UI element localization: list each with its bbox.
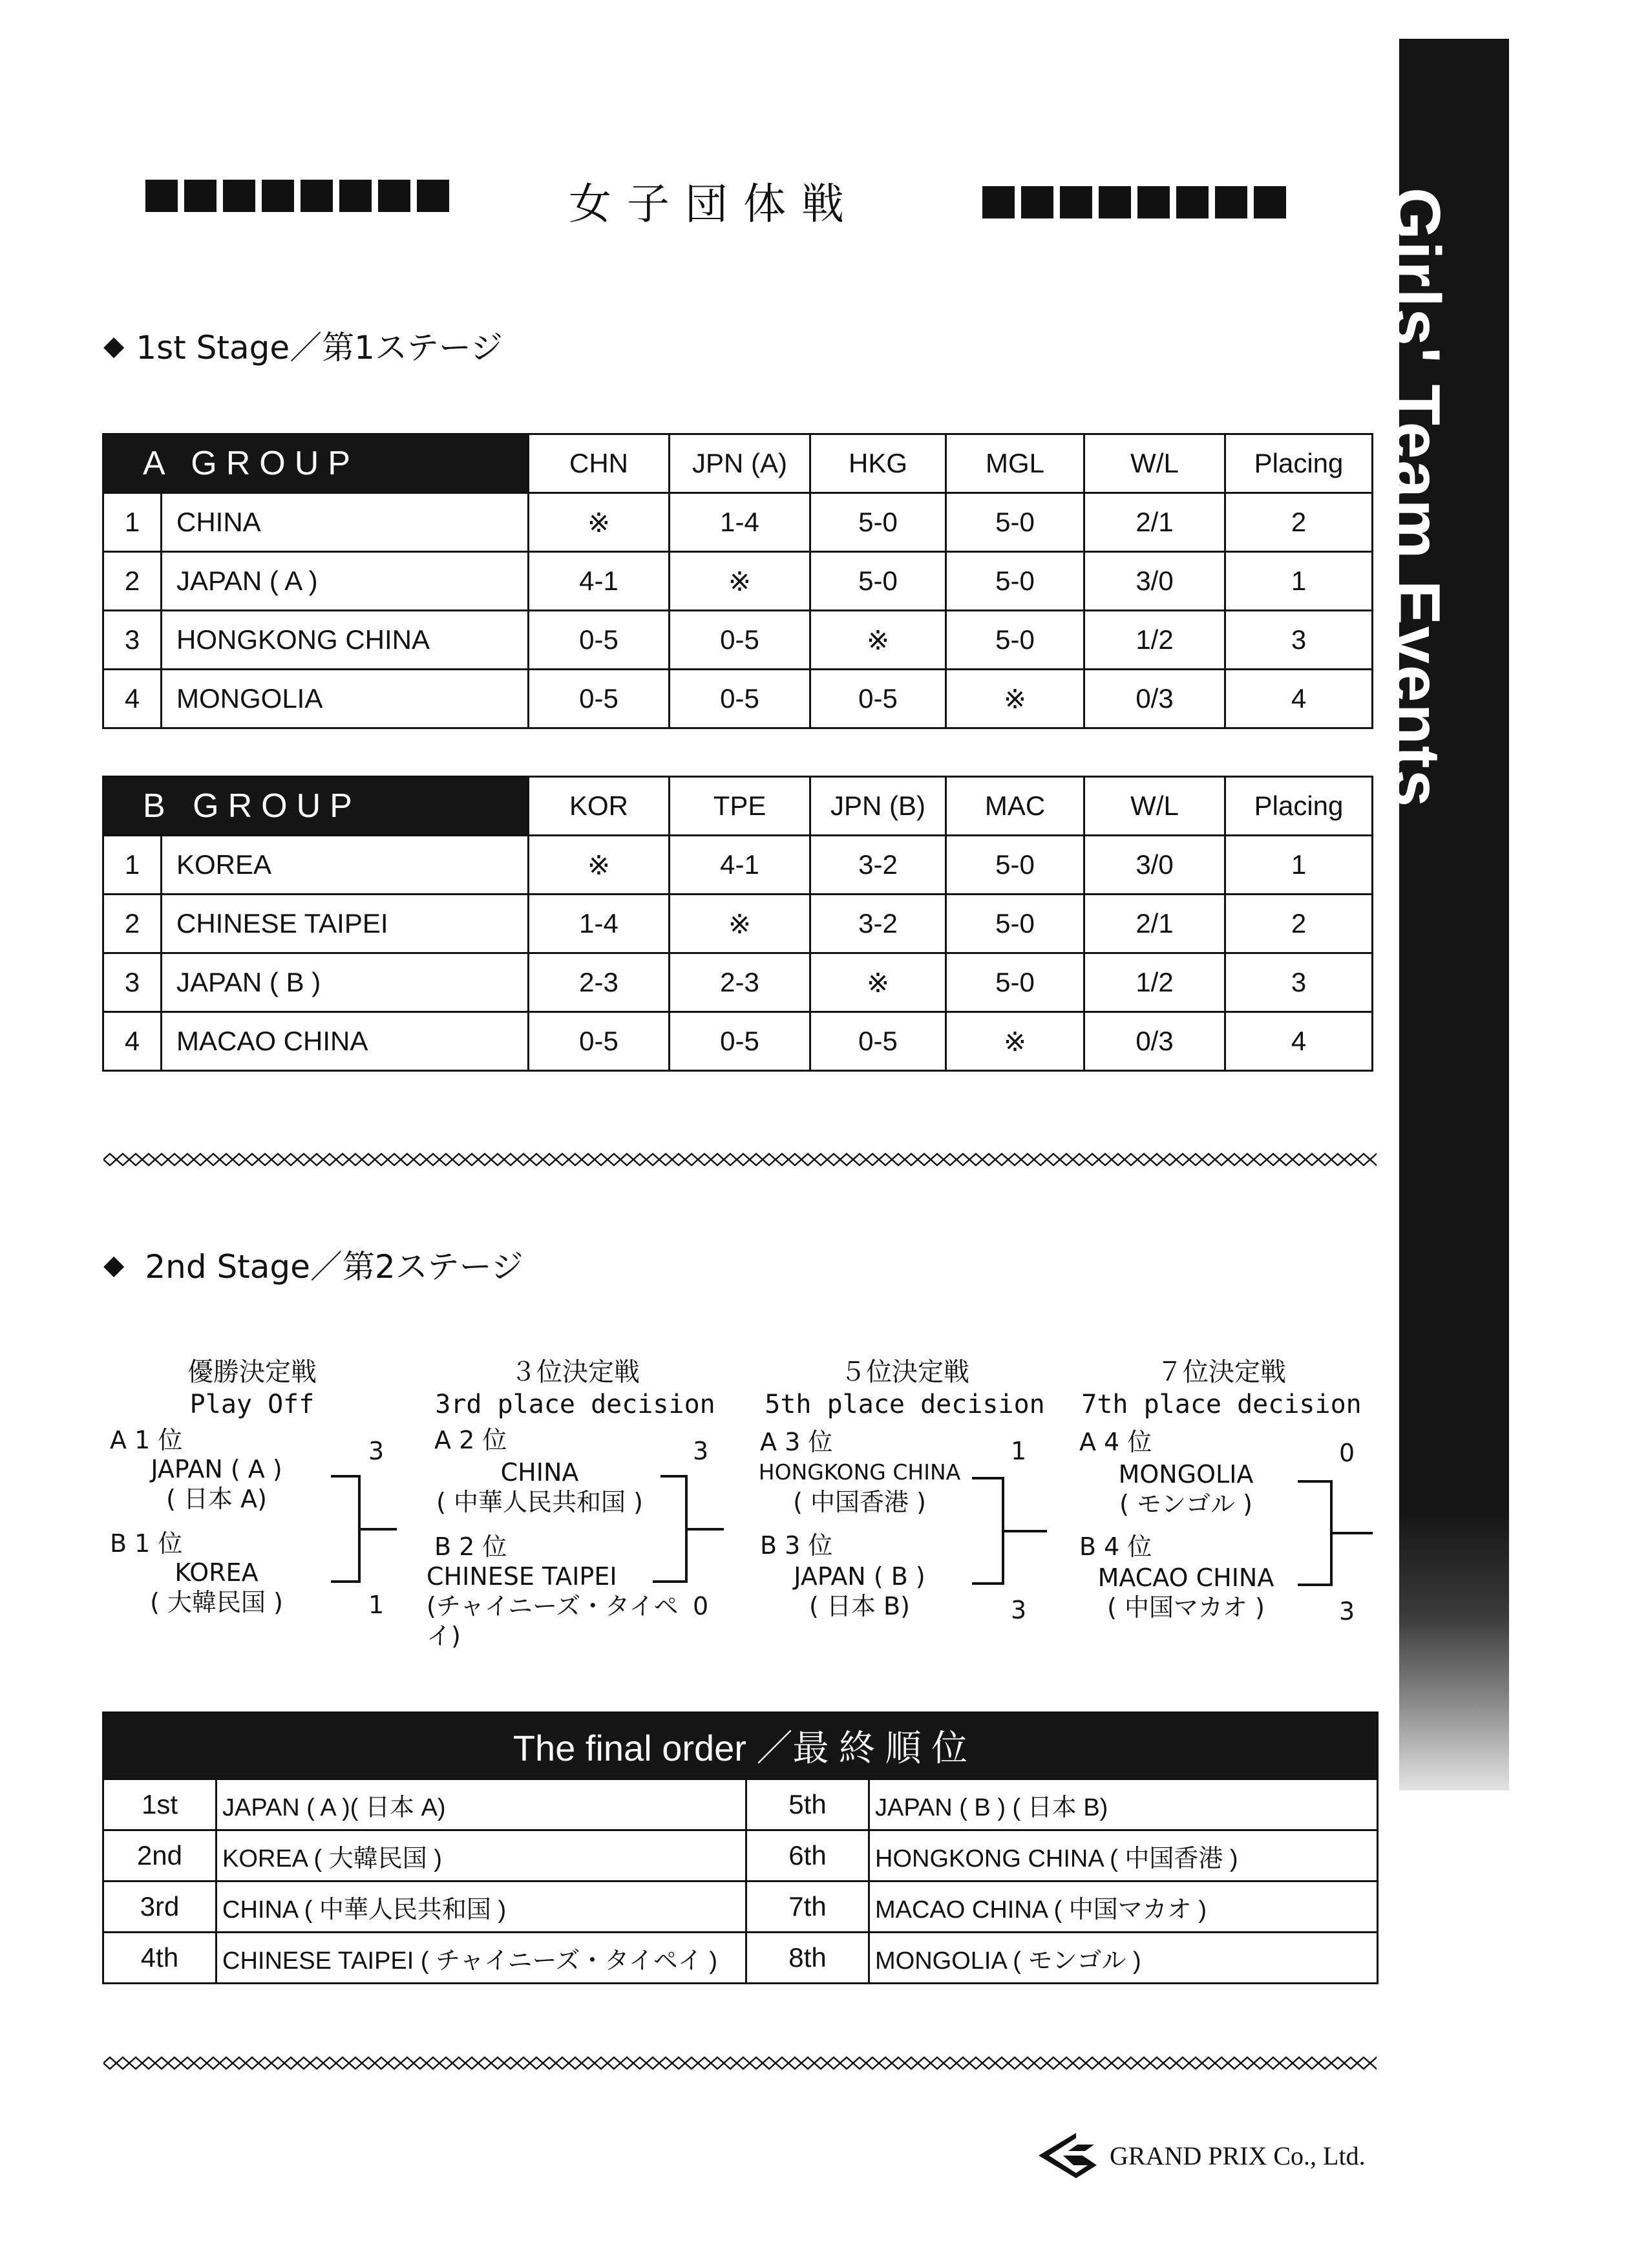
- bracket-line: [685, 1528, 724, 1531]
- bottom-team: KOREA: [174, 1558, 259, 1587]
- bottom-seed: B 1 位: [110, 1529, 183, 1558]
- result-cell: 3-2: [810, 895, 946, 953]
- top-seed: A 1 位: [110, 1426, 183, 1454]
- bracket-line: [660, 1475, 688, 1478]
- table-row: [103, 1881, 1378, 1933]
- team-name: CHINESE TAIPEI: [162, 895, 529, 953]
- decor-square: [378, 180, 410, 212]
- match-title-jp: ５位決定戦: [840, 1357, 969, 1387]
- bracket-line: [972, 1582, 1004, 1585]
- row-number: 4: [103, 670, 162, 728]
- top-score: 3: [693, 1437, 709, 1465]
- team-name: MONGOLIA: [162, 670, 529, 728]
- column-header: MAC: [946, 777, 1084, 836]
- result-cell: 0-5: [670, 1012, 810, 1071]
- placing-cell: 1: [1225, 552, 1373, 611]
- diamond-icon: ◆: [103, 329, 125, 361]
- team-cell: JAPAN ( B ) ( 日本 B): [869, 1779, 1378, 1830]
- column-header: JPN (B): [810, 777, 946, 836]
- result-cell: 1-4: [670, 493, 810, 552]
- team-cell: MONGOLIA ( モンゴル ): [869, 1933, 1378, 1984]
- table-row: [103, 1933, 1378, 1984]
- result-cell: 0-5: [810, 670, 946, 728]
- top-score: 0: [1339, 1439, 1355, 1467]
- match-title-jp: ７位決定戦: [1157, 1357, 1286, 1387]
- company-logo: [1037, 2133, 1366, 2178]
- zigzag-divider: [103, 2055, 1377, 2071]
- win-loss-cell: 2/1: [1084, 895, 1225, 953]
- column-header: HKG: [810, 434, 946, 493]
- match-title-en: 3rd place decision: [435, 1390, 715, 1419]
- match-header: [756, 1356, 1053, 1421]
- team-name: MACAO CHINA: [162, 1012, 529, 1071]
- zigzag-divider: [103, 1152, 1377, 1167]
- bottom-team-sub: ( 大韓民国 ): [150, 1588, 283, 1616]
- rank-cell: 1st: [103, 1779, 217, 1830]
- column-header: CHN: [529, 434, 670, 493]
- rank-cell: 4th: [103, 1933, 217, 1984]
- result-cell: 0-5: [670, 670, 810, 728]
- team-name: HONGKONG CHINA: [162, 611, 529, 670]
- column-header: MGL: [946, 434, 1084, 493]
- result-cell: 5-0: [810, 493, 946, 552]
- rank-cell: 7th: [746, 1881, 869, 1933]
- bottom-team-sub: ( 中国マカオ ): [1107, 1593, 1265, 1622]
- result-cell: 5-0: [946, 953, 1084, 1012]
- placing-cell: 1: [1225, 836, 1373, 895]
- result-cell: ※: [670, 895, 810, 953]
- stage2-heading-text: 2nd Stage／第2ステージ: [145, 1248, 523, 1286]
- team-cell: JAPAN ( A )( 日本 A): [217, 1779, 746, 1830]
- group-b-title: B GROUP: [103, 777, 529, 836]
- group-b-table: [102, 776, 1373, 1072]
- team-cell: KOREA ( 大韓民国 ): [217, 1830, 746, 1881]
- bottom-team-sub: ( 日本 B): [809, 1592, 910, 1620]
- decor-square: [1176, 186, 1209, 218]
- table-row: [103, 895, 1373, 953]
- side-banner-text: Girls' Team Events: [1379, 187, 1453, 809]
- rank-cell: 5th: [746, 1779, 869, 1830]
- decor-square: [1021, 186, 1053, 218]
- team-cell: CHINESE TAIPEI ( チャイニーズ・タイペイ ): [217, 1933, 746, 1984]
- result-cell: ※: [670, 552, 810, 611]
- decor-square: [145, 180, 178, 212]
- bottom-seed: B 3 位: [760, 1531, 833, 1560]
- top-team-sub: ( 中華人民共和国 ): [436, 1488, 643, 1516]
- result-cell: 3-2: [810, 836, 946, 895]
- bracket-line: [331, 1475, 361, 1478]
- decor-square: [223, 180, 255, 212]
- team-name: CHINA: [162, 493, 529, 552]
- company-name: GRAND PRIX Co., Ltd.: [1110, 2141, 1366, 2170]
- top-team-sub: ( モンゴル ): [1119, 1490, 1252, 1518]
- row-number: 3: [103, 611, 162, 670]
- decor-square: [1060, 186, 1092, 218]
- row-number: 4: [103, 1012, 162, 1071]
- group-a-table: [102, 433, 1373, 729]
- match-title-jp: 優勝決定戦: [187, 1357, 317, 1387]
- bracket-line: [358, 1528, 397, 1531]
- result-cell: ※: [810, 953, 946, 1012]
- result-cell: 5-0: [946, 493, 1084, 552]
- match-header: [129, 1356, 375, 1421]
- table-row: [103, 1012, 1373, 1071]
- placing-cell: 3: [1225, 611, 1373, 670]
- match-header: [433, 1356, 717, 1421]
- bottom-team: MACAO CHINA: [1097, 1563, 1274, 1592]
- stage1-heading: [103, 322, 503, 368]
- win-loss-cell: 3/0: [1084, 552, 1225, 611]
- team-cell: CHINA ( 中華人民共和国 ): [217, 1881, 746, 1933]
- side-banner: [1379, 39, 1509, 1790]
- column-header: KOR: [529, 777, 670, 836]
- top-team: MONGOLIA: [1118, 1460, 1254, 1489]
- decor-square: [301, 180, 333, 212]
- table-row: [103, 1830, 1378, 1881]
- group-a-title: A GROUP: [103, 434, 529, 493]
- result-cell: 5-0: [810, 552, 946, 611]
- result-cell: 0-5: [529, 611, 670, 670]
- team-name: KOREA: [162, 836, 529, 895]
- column-header: Placing: [1225, 777, 1373, 836]
- match-title-jp: ３位決定戦: [511, 1357, 640, 1387]
- placing-cell: 3: [1225, 953, 1373, 1012]
- bracket-line: [653, 1580, 688, 1583]
- result-cell: 1-4: [529, 895, 670, 953]
- team-cell: HONGKONG CHINA ( 中国香港 ): [869, 1830, 1378, 1881]
- placing-cell: 4: [1225, 1012, 1373, 1071]
- decor-square: [262, 180, 294, 212]
- result-cell: 2-3: [670, 953, 810, 1012]
- column-header: JPN (A): [670, 434, 810, 493]
- result-cell: ※: [946, 1012, 1084, 1071]
- bottom-team: CHINESE TAIPEI: [427, 1562, 617, 1591]
- stage1-heading-text: 1st Stage／第1ステージ: [136, 329, 503, 366]
- top-team: CHINA: [500, 1458, 579, 1487]
- table-row: [103, 493, 1373, 552]
- rank-cell: 3rd: [103, 1881, 217, 1933]
- result-cell: 0-5: [670, 611, 810, 670]
- final-order-table: [102, 1712, 1379, 1984]
- final-order-header: [103, 1713, 1378, 1779]
- decor-square: [339, 180, 372, 212]
- decor-square: [417, 180, 449, 212]
- row-number: 2: [103, 552, 162, 611]
- table-row: [103, 552, 1373, 611]
- placing-cell: 2: [1225, 895, 1373, 953]
- decor-square: [982, 186, 1015, 218]
- win-loss-cell: 2/1: [1084, 493, 1225, 552]
- final-order-title: The final order ／最 終 順 位: [103, 1713, 1378, 1779]
- result-cell: 5-0: [946, 895, 1084, 953]
- top-score: 1: [1011, 1437, 1027, 1465]
- decor-square: [1099, 186, 1131, 218]
- result-cell: 5-0: [946, 552, 1084, 611]
- top-seed: A 2 位: [434, 1426, 507, 1454]
- placing-cell: 2: [1225, 493, 1373, 552]
- result-cell: 4-1: [529, 552, 670, 611]
- bracket-line: [1002, 1530, 1047, 1532]
- result-cell: 0-5: [529, 670, 670, 728]
- stage2-heading: [103, 1241, 523, 1288]
- win-loss-cell: 0/3: [1084, 670, 1225, 728]
- decor-square: [1215, 186, 1247, 218]
- top-team: HONGKONG CHINA: [758, 1459, 961, 1485]
- title-decoration-left: [145, 180, 449, 212]
- rank-cell: 2nd: [103, 1830, 217, 1881]
- result-cell: 2-3: [529, 953, 670, 1012]
- bottom-score: 3: [1339, 1597, 1355, 1626]
- table-row: [103, 1779, 1378, 1830]
- result-cell: ※: [529, 493, 670, 552]
- bottom-seed: B 4 位: [1079, 1532, 1152, 1561]
- table-row: [103, 611, 1373, 670]
- team-name: JAPAN ( A ): [162, 552, 529, 611]
- win-loss-cell: 1/2: [1084, 953, 1225, 1012]
- bottom-team-sub: (チャイニーズ・タイペイ): [427, 1592, 679, 1650]
- win-loss-cell: 0/3: [1084, 1012, 1225, 1071]
- bottom-score: 1: [368, 1591, 385, 1619]
- row-number: 1: [103, 836, 162, 895]
- table-row: [103, 953, 1373, 1012]
- result-cell: 0-5: [529, 1012, 670, 1071]
- result-cell: ※: [810, 611, 946, 670]
- decor-square: [184, 180, 217, 212]
- bracket-line: [1330, 1532, 1373, 1534]
- match-title-en: 5th place decision: [765, 1390, 1045, 1419]
- result-cell: 0-5: [810, 1012, 946, 1071]
- result-cell: 4-1: [670, 836, 810, 895]
- column-header: TPE: [670, 777, 810, 836]
- bracket-line: [1298, 1480, 1333, 1483]
- rank-cell: 6th: [746, 1830, 869, 1881]
- bottom-score: 0: [693, 1592, 709, 1620]
- win-loss-cell: 3/0: [1084, 836, 1225, 895]
- group-a-header-row: [103, 434, 1373, 493]
- page-title: 女子団体戦: [569, 179, 860, 229]
- column-header: W/L: [1084, 777, 1225, 836]
- group-b-header-row: [103, 777, 1373, 836]
- bracket-line: [972, 1477, 1004, 1479]
- column-header: W/L: [1084, 434, 1225, 493]
- bracket-line: [1298, 1584, 1333, 1586]
- title-decoration-right: [982, 186, 1286, 218]
- diamond-icon: ◆: [103, 1248, 125, 1280]
- team-name: JAPAN ( B ): [162, 953, 529, 1012]
- top-team-sub: ( 日本 A): [166, 1485, 267, 1513]
- row-number: 3: [103, 953, 162, 1012]
- bottom-seed: B 2 位: [434, 1532, 507, 1561]
- bottom-team: JAPAN ( B ): [794, 1562, 925, 1591]
- bottom-score: 3: [1011, 1596, 1027, 1624]
- grand-prix-logo-icon: [1037, 2133, 1102, 2178]
- rank-cell: 8th: [746, 1933, 869, 1984]
- top-seed: A 3 位: [760, 1428, 833, 1456]
- result-cell: 5-0: [946, 836, 1084, 895]
- row-number: 2: [103, 895, 162, 953]
- match-header: [1073, 1356, 1370, 1421]
- top-score: 3: [368, 1437, 385, 1465]
- team-cell: MACAO CHINA ( 中国マカオ ): [869, 1881, 1378, 1933]
- result-cell: ※: [946, 670, 1084, 728]
- bracket-line: [331, 1580, 361, 1583]
- table-row: [103, 836, 1373, 895]
- match-title-en: 7th place decision: [1081, 1390, 1362, 1419]
- row-number: 1: [103, 493, 162, 552]
- column-header: Placing: [1225, 434, 1373, 493]
- win-loss-cell: 1/2: [1084, 611, 1225, 670]
- result-cell: ※: [529, 836, 670, 895]
- top-seed: A 4 位: [1079, 1428, 1152, 1456]
- result-cell: 5-0: [946, 611, 1084, 670]
- decor-square: [1137, 186, 1170, 218]
- match-title-en: Play Off: [189, 1390, 315, 1419]
- table-row: [103, 670, 1373, 728]
- top-team-sub: ( 中国香港 ): [793, 1488, 926, 1516]
- decor-square: [1254, 186, 1286, 218]
- top-team: JAPAN ( A ): [151, 1455, 282, 1483]
- placing-cell: 4: [1225, 670, 1373, 728]
